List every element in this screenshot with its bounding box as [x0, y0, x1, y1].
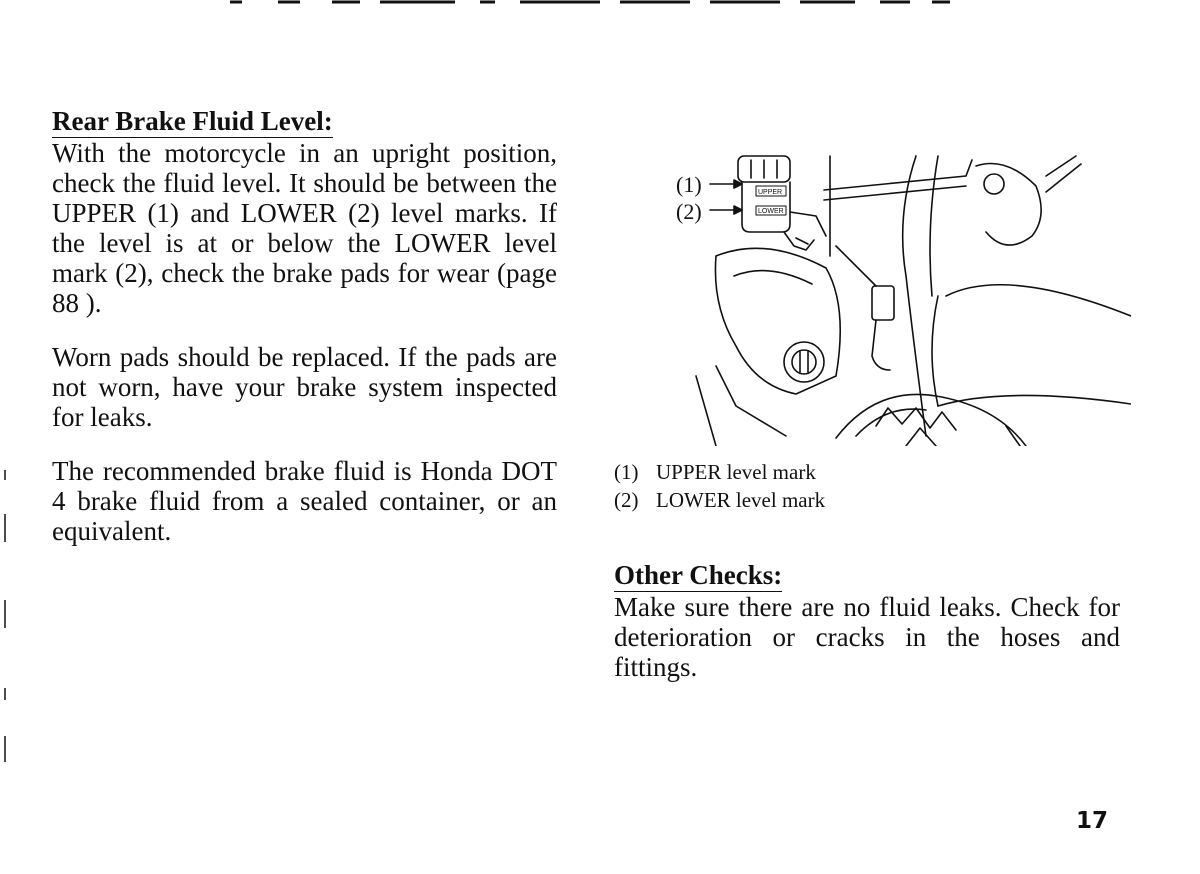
reservoir-lower-mark: LOWER [758, 208, 784, 215]
reservoir-upper-mark: UPPER [758, 189, 783, 196]
margin-binding-marks [0, 0, 12, 874]
caption-item-lower [614, 486, 1120, 514]
other-checks-paragraph: Make sure there are no fluid leaks. Check for deterioration or cracks in the hoses and fittings. [614, 592, 1120, 682]
caption-text: UPPER level mark [656, 460, 816, 484]
figure-callout-1: (1) [676, 172, 702, 197]
top-dash-rule [220, 0, 980, 6]
right-column [614, 146, 1120, 682]
caption-number: (2) [614, 488, 639, 512]
rear-brake-paragraph-3: The recommended brake fluid is Honda DOT 4 brake fluid from a sealed container, or an equivalent. [52, 456, 557, 546]
other-checks-section [614, 560, 1120, 682]
figure-caption-list [614, 458, 1120, 514]
figure-callout-2: (2) [676, 199, 702, 224]
rear-brake-heading: Rear Brake Fluid Level: [52, 106, 333, 136]
caption-number: (1) [614, 460, 639, 484]
rear-brake-paragraph-2: Worn pads should be replaced. If the pads are not worn, have your brake system inspected for leaks. [52, 342, 557, 432]
rear-brake-paragraph-1: With the motorcycle in an upright position, check the fluid level. It should be between the UPPER (1) and LOWER (2) level marks. If the level is at or below the LOWER level mark (2), check the brake pads for wear (page 88 ). [52, 138, 557, 318]
other-checks-heading: Other Checks: [614, 560, 783, 590]
rear-brake-section [52, 106, 557, 546]
reservoir-illustration [676, 146, 1131, 446]
caption-text: LOWER level mark [656, 488, 826, 512]
page-number: 17 [1076, 808, 1109, 834]
caption-item-upper [614, 458, 1120, 486]
